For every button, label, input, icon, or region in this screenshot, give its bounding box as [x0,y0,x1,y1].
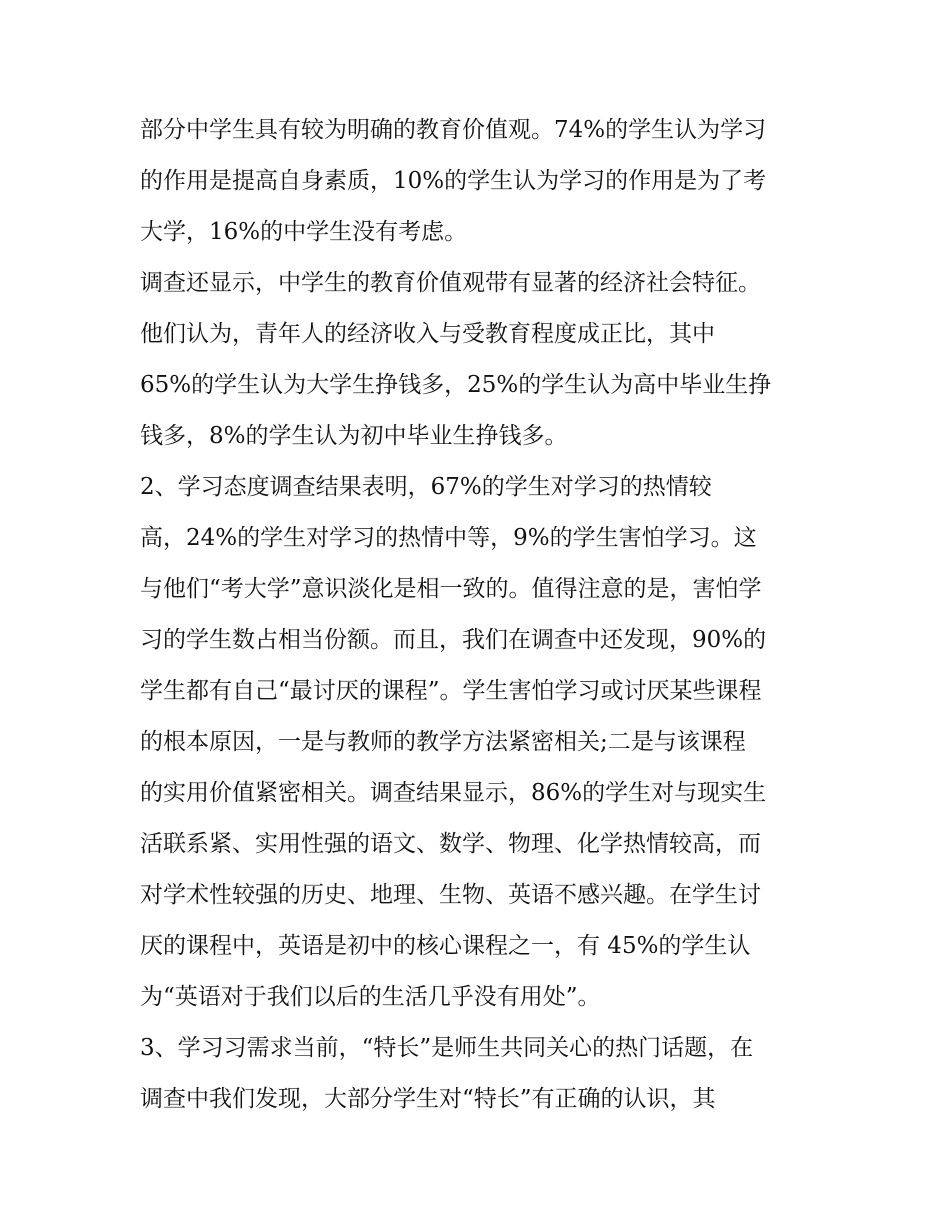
text-line: 为“英语对于我们以后的生活几乎没有用处”。 [140,984,601,1010]
text-line: 的根本原因，一是与教师的教学方法紧密相关;二是与该课程 [140,729,746,755]
text-line: 对学术性较强的历史、地理、生物、英语不感兴趣。在学生讨 [140,882,761,908]
text-line: 学生都有自己“最讨厌的课程”。学生害怕学习或讨厌某些课程 [140,678,762,704]
text-line: 他们认为，青年人的经济收入与受教育程度成正比，其中 [140,321,715,347]
text-line: 大学，16%的中学生没有考虑。 [140,219,468,245]
text-line: 的实用价值紧密相关。调查结果显示，86%的学生对与现实生 [140,780,767,806]
text-line: 调查还显示，中学生的教育价值观带有显著的经济社会特征。 [140,270,761,296]
text-line: 部分中学生具有较为明确的教育价值观。74%的学生认为学习 [140,117,767,143]
text-line: 3、学习习需求当前，“特长”是师生共同关心的热门话题，在 [140,1035,754,1061]
text-line: 厌的课程中，英语是初中的核心课程之一，有 45%的学生认 [140,933,751,959]
text-line: 65%的学生认为大学生挣钱多，25%的学生认为高中毕业生挣 [140,372,772,398]
text-line: 习的学生数占相当份额。而且，我们在调查中还发现，90%的 [140,627,767,653]
text-line: 与他们“考大学”意识淡化是相一致的。值得注意的是，害怕学 [140,576,762,602]
text-line: 2、学习态度调查结果表明，67%的学生对学习的热情较 [140,474,712,500]
text-line: 活联系紧、实用性强的语文、数学、物理、化学热情较高，而 [140,831,761,857]
text-line: 的作用是提高自身素质，10%的学生认为学习的作用是为了考 [140,168,767,194]
document-body [140,105,820,1125]
text-line: 调查中我们发现，大部分学生对“特长”有正确的认识，其 [140,1086,716,1112]
text-line: 高，24%的学生对学习的热情中等，9%的学生害怕学习。这 [140,525,757,551]
text-line: 钱多，8%的学生认为初中毕业生挣钱多。 [140,423,568,449]
